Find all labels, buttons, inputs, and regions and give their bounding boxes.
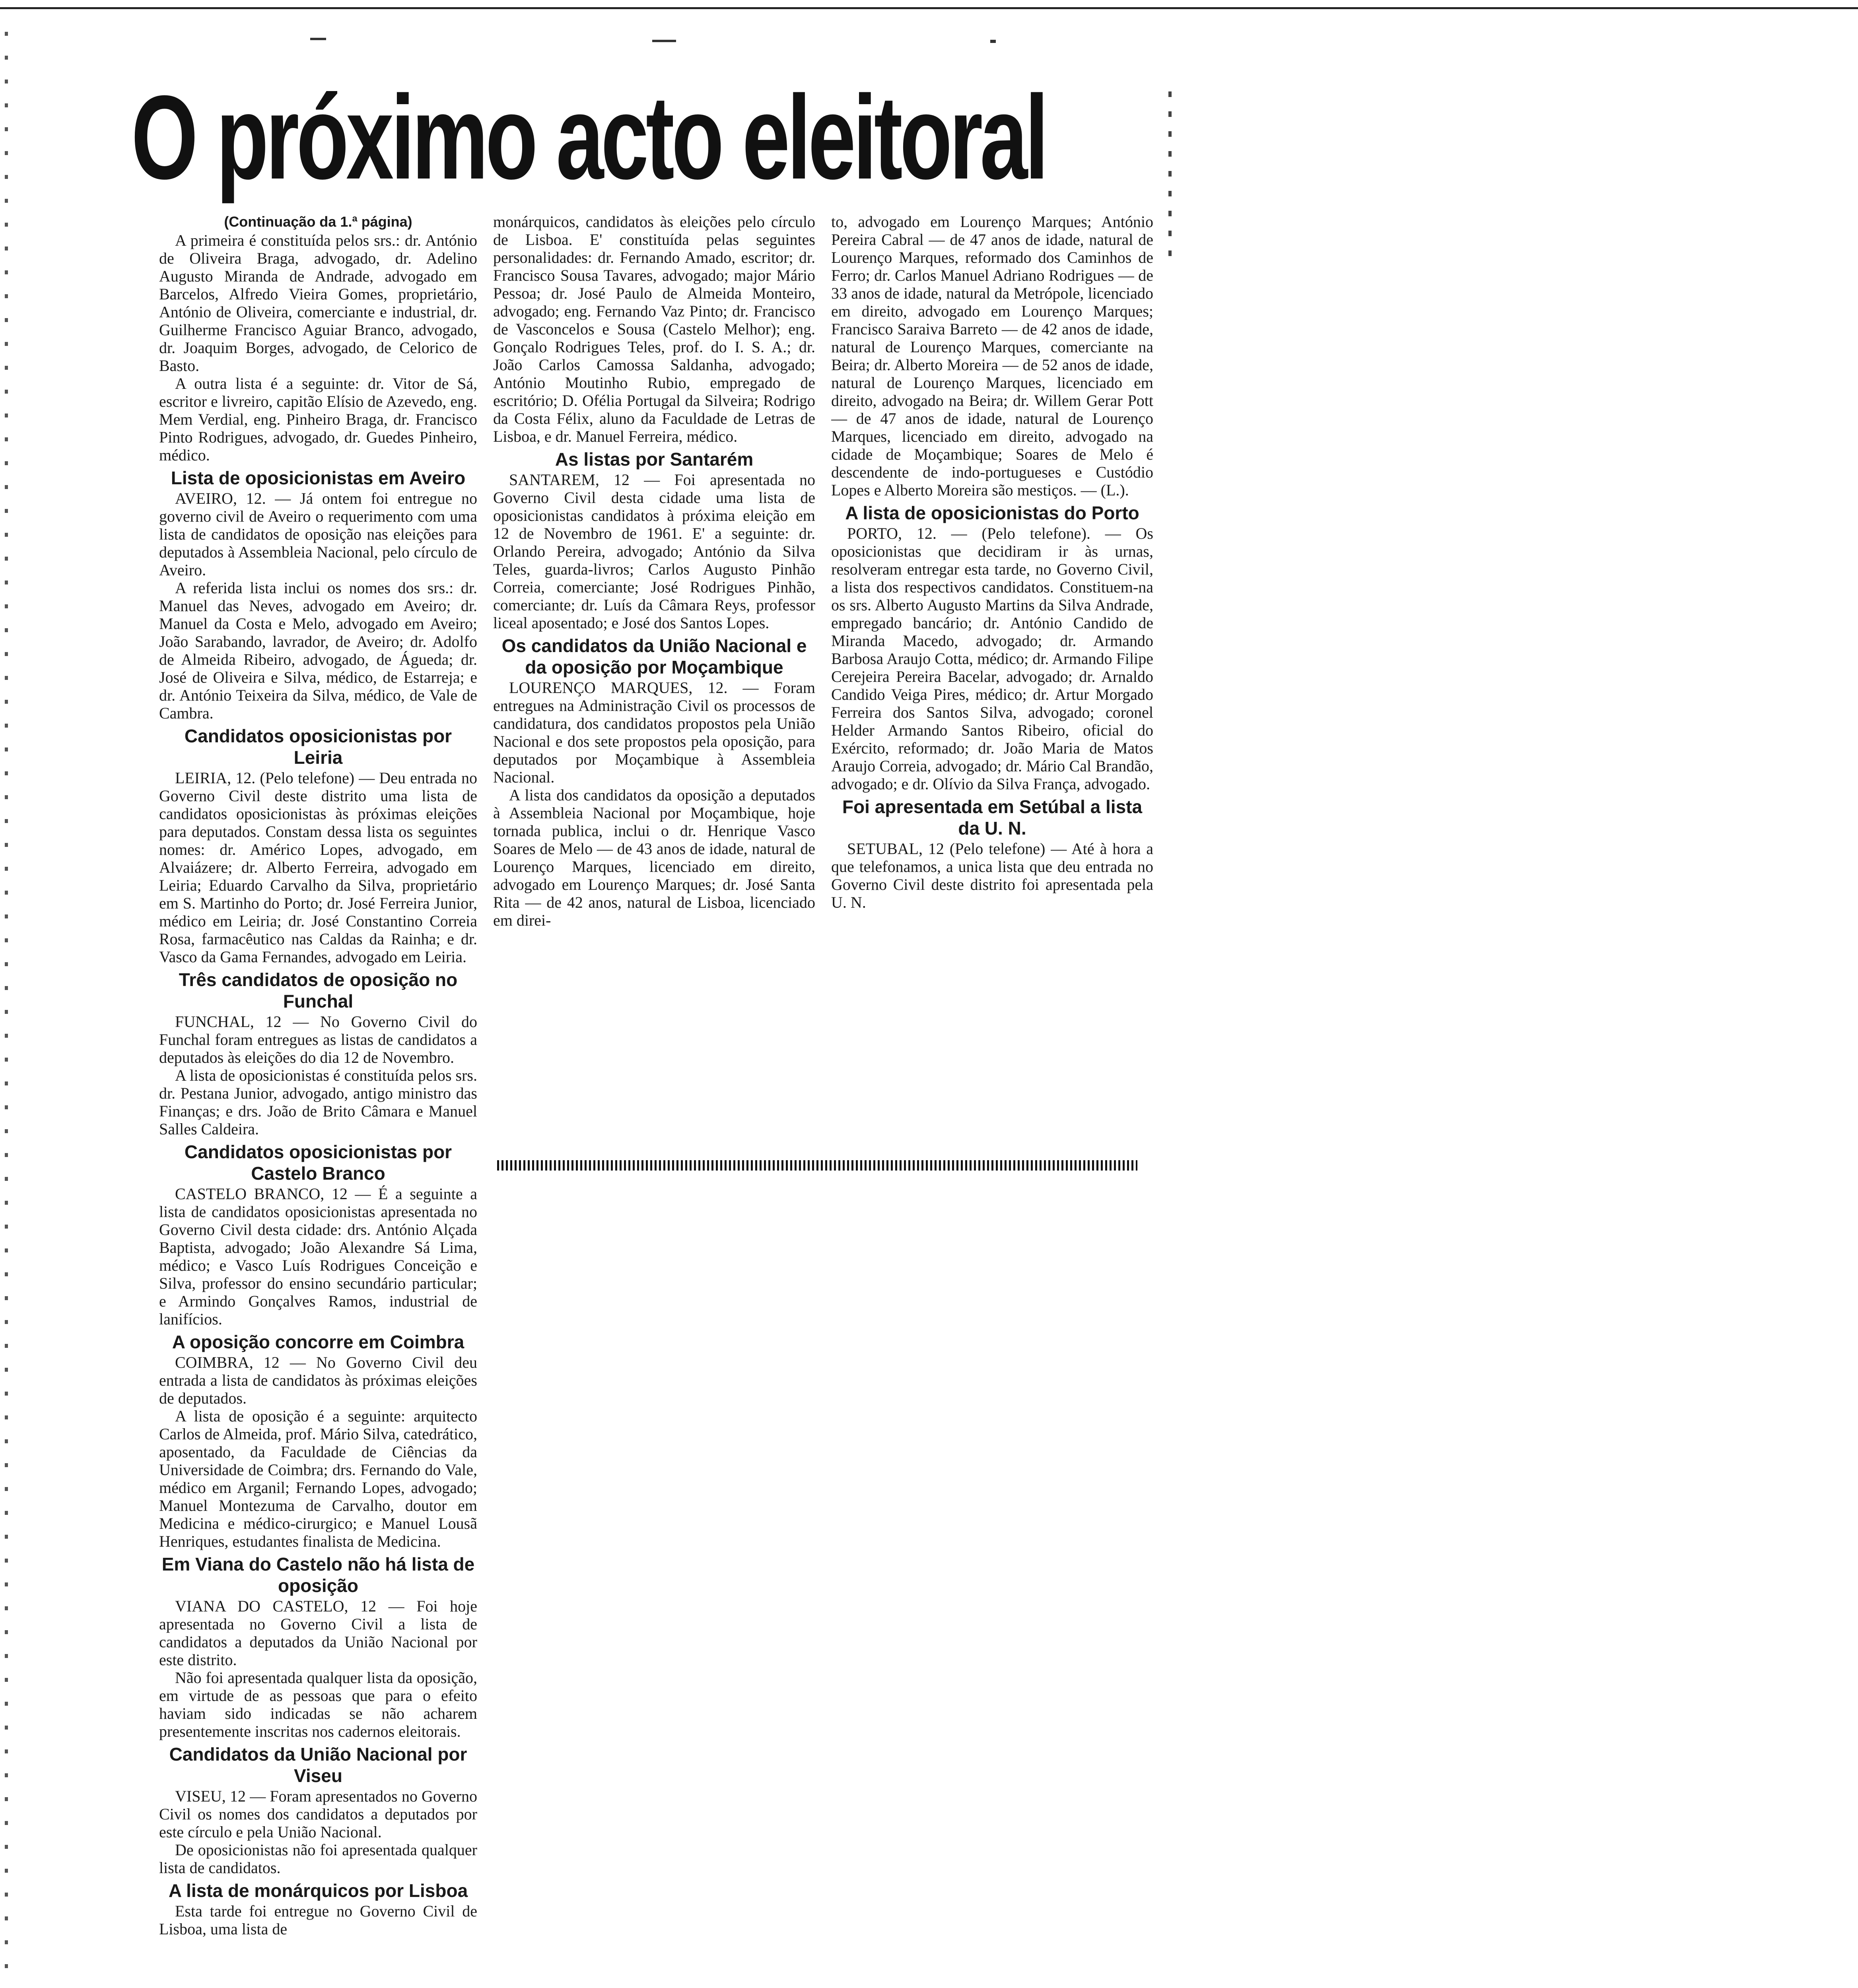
paragraph: SANTAREM, 12 — Foi apresentada no Governo Civil desta cidade uma lista de oposicionistas candidatos à próxima eleição em 12 de Novembro de 1961. E' a seguinte: dr. Orlando Pereira, advogado; António da Silva Teles, guarda-livros; Carlos Augusto Pinhão Correia, comerciante; José Rodrigues Pinhão, comerciante; dr. Luís da Câmara Reys, professor liceal aposentado; e José dos Santos Lopes. (493, 471, 815, 632)
continuation-note: (Continuação da 1.ª página) (224, 214, 412, 230)
section-heading: Candidatos da União Nacional por Viseu (169, 1744, 467, 1786)
right-margin-marks (1168, 91, 1172, 258)
section-heading: Candidatos oposicionistas por Leiria (184, 726, 452, 768)
section-heading: A lista de monárquicos por Lisboa (168, 1880, 468, 1901)
paragraph: A referida lista inclui os nomes dos srs.: dr. Manuel das Neves, advogado em Aveiro; dr. Manuel da Costa e Melo, advogado em Aveiro; João Sarabando, lavrador, de Aveiro; dr. Adolfo de Almeida Ribeiro, advogado, de Águeda; dr. José de Oliveira e Silva, médico, de Estarreja; e dr. António Teixeira da Silva, médico, de Vale de Cambra. (159, 579, 477, 722)
paragraph: LEIRIA, 12. (Pelo telefone) — Deu entrada no Governo Civil deste distrito uma lista de candidatos oposicionistas às próximas eleições para deputados. Constam dessa lista os seguintes nomes: dr. Américo Lopes, advogado, em Alvaiázere; dr. Alberto Ferreira, advogado em Leiria; Eduardo Carvalho da Silva, proprietário em S. Martinho do Porto; dr. José Ferreira Junior, médico em Leiria; dr. José Constantino Correia Rosa, farmacêutico nas Caldas da Rainha; e dr. Vasco da Gama Fernandes, advogado em Leiria. (159, 769, 477, 966)
column-1-body (159, 231, 477, 1938)
paragraph: A lista dos candidatos da oposição a deputados à Assembleia Nacional por Moçambique, hoje tornada publica, inclui o dr. Henrique Vasco Soares de Melo — de 43 anos de idade, natural de Lourenço Marques, licenciado em direito, advogado em Lourenço Marques; dr. José Santa Rita — de 42 anos, natural de Lisboa, licenciado em direi- (493, 786, 815, 929)
paragraph: SETUBAL, 12 (Pelo telefone) — Até à hora a que telefonamos, a unica lista que deu entrada no Governo Civil deste distrito foi apresentada pela U. N. (831, 840, 1153, 911)
scan-mark (652, 40, 676, 42)
paragraph: VISEU, 12 — Foram apresentados no Governo Civil os nomes dos candidatos a deputados por este círculo e pela União Nacional. (159, 1787, 477, 1841)
paragraph: COIMBRA, 12 — No Governo Civil deu entrada a lista de candidatos às próximas eleições de deputados. (159, 1353, 477, 1407)
column-2-body (493, 213, 815, 929)
scan-mark (310, 38, 326, 40)
column-3-body (831, 213, 1153, 911)
paragraph: Esta tarde foi entregue no Governo Civil de Lisboa, uma lista de (159, 1902, 477, 1938)
section-heading: A lista de oposicionistas do Porto (845, 503, 1139, 523)
paragraph: LOURENÇO MARQUES, 12. — Foram entregues na Administração Civil os processos de candidatura, dos candidatos propostos pela União Nacional e dos sete propostos pela oposição, para deputados por Moçambique à Assembleia Nacional. (493, 679, 815, 786)
section-heading: Foi apresentada em Setúbal a lista da U. N. (842, 796, 1143, 839)
section-heading: A oposição concorre em Coimbra (172, 1332, 464, 1352)
paragraph: monárquicos, candidatos às eleições pelo círculo de Lisboa. E' constituída pelas seguintes personalidades: dr. Fernando Amado, escritor; dr. Francisco Sousa Tavares, advogado; major Mário Pessoa; dr. José Paulo de Almeida Monteiro, advogado; eng. Fernando Vaz Pinto; dr. Francisco de Vasconcelos e Sousa (Castelo Melhor); eng. Gonçalo Rodrigues Teles, prof. do I. S. A.; dr. João Carlos Camossa Saldanha, advogado; António Moutinho Rubio, empregado de escritório; D. Ofélia Portugal da Silveira; Rodrigo da Costa Félix, aluno da Faculdade de Letras de Lisboa, e dr. Manuel Ferreira, médico. (493, 213, 815, 445)
paragraph: De oposicionistas não foi apresentada qualquer lista de candidatos. (159, 1841, 477, 1877)
section-heading: Em Viana do Castelo não há lista de oposição (161, 1554, 475, 1596)
paragraph: A outra lista é a seguinte: dr. Vitor de Sá, escritor e livreiro, capitão Elísio de Azevedo, eng. Mem Verdial, eng. Pinheiro Braga, dr. Francisco Pinto Rodrigues, advogado, dr. Guedes Pinheiro, médico. (159, 375, 477, 464)
top-rule (0, 7, 1858, 9)
section-heading: Lista de oposicionistas em Aveiro (171, 468, 466, 488)
section-heading: Candidatos oposicionistas por Castelo Branco (184, 1142, 452, 1184)
scan-mark (990, 40, 996, 43)
column-2 (493, 213, 815, 1167)
paragraph: A primeira é constituída pelos srs.: dr. António de Oliveira Braga, advogado, dr. Adelino Augusto Miranda de Andrade, advogado em Barcelos, Alfredo Vieira Gomes, proprietário, António de Oliveira, comerciante e industrial, dr. Guilherme Francisco Aguiar Branco, advogado, dr. Joaquim Borges, advogado, de Celorico de Basto. (159, 231, 477, 375)
headline: O próximo acto eleitoral (131, 70, 1046, 204)
paragraph: CASTELO BRANCO, 12 — É a seguinte a lista de candidatos oposicionistas apresentada no Governo Civil desta cidade: drs. António Alçada Baptista, advogado; João Alexandre Sá Lima, médico; e Vasco Luís Rodrigues Conceição e Silva, professor do ensino secundário particular; e Armindo Gonçalves Ramos, industrial de lanifícios. (159, 1185, 477, 1328)
paragraph: VIANA DO CASTELO, 12 — Foi hoje apresentada no Governo Civil a lista de candidatos a deputados da União Nacional por este distrito. (159, 1597, 477, 1669)
section-heading: As listas por Santarém (555, 449, 754, 470)
paragraph: A lista de oposicionistas é constituída pelos srs. dr. Pestana Junior, advogado, antigo ministro das Finanças; e drs. João de Brito Câmara e Manuel Salles Caldeira. (159, 1066, 477, 1138)
paragraph: A lista de oposição é a seguinte: arquitecto Carlos de Almeida, prof. Mário Silva, catedrático, aposentado, da Faculdade de Ciências da Universidade de Coimbra; drs. Fernando do Vale, médico em Arganil; Fernando Lopes, advogado; Manuel Montezuma de Carvalho, doutor em Medicina e médico-cirurgico; e Manuel Lousã Henriques, estudantes finalista de Medicina. (159, 1407, 477, 1550)
end-of-article-rule (497, 1160, 1137, 1171)
paragraph: Não foi apresentada qualquer lista da oposição, em virtude de as pessoas que para o efeito haviam sido indicadas se não acharem presentemente inscritas nos cadernos eleitorais. (159, 1669, 477, 1740)
paragraph: to, advogado em Lourenço Marques; António Pereira Cabral — de 47 anos de idade, natural de Lourenço Marques, reformado dos Caminhos de Ferro; dr. Carlos Manuel Adriano Rodrigues — de 33 anos de idade, natural da Metrópole, licenciado em direito, advogado em Lourenço Marques; Francisco Saraiva Barreto — de 42 anos de idade, natural de Lourenço Marques, comerciante na Beira; dr. Alberto Moreira — de 52 anos de idade, natural de Lourenço Marques, licenciado em direito, advogado na Beira; dr. Willem Gerar Pott — de 47 anos de idade, natural de Lourenço Marques, licenciado em direito, advogado na cidade de Moçambique; Soares de Melo é descendente de indo-portugueses e Custódio Lopes e Alberto Moreira são mestiços. — (L.). (831, 213, 1153, 499)
section-heading: Os candidatos da União Nacional e da oposição por Moçambique (501, 635, 807, 678)
paragraph: PORTO, 12. — (Pelo telefone). — Os oposicionistas que decidiram ir às urnas, resolveram entregar esta tarde, no Governo Civil, a lista dos respectivos candidatos. Constituem-na os srs. Alberto Augusto Martins da Silva Andrade, empregado bancário; dr. António Candido de Miranda Macedo, advogado; dr. Armando Barbosa Araujo Cotta, médico; dr. Armando Filipe Cerejeira Pereira Bacelar, advogado; dr. Arnaldo Candido Veiga Pires, médico; dr. Artur Morgado Ferreira dos Santos Silva, advogado; coronel Helder Armando Santos Ribeiro, oficial do Exército, reformado; dr. João Maria de Matos Araujo Correia, advogado; dr. Mário Cal Brandão, advogado; e dr. Olívio da Silva França, advogado. (831, 524, 1153, 793)
column-3 (831, 213, 1153, 1167)
column-1 (159, 213, 477, 1988)
section-heading: Três candidatos de oposição no Funchal (179, 969, 458, 1011)
paragraph: FUNCHAL, 12 — No Governo Civil do Funchal foram entregues as listas de candidatos a deputados às eleições do dia 12 de Novembro. (159, 1013, 477, 1066)
paragraph: AVEIRO, 12. — Já ontem foi entregue no governo civil de Aveiro o requerimento com uma lista de candidatos de oposição nas eleições para deputados à Assembleia Nacional, pelo círculo de Aveiro. (159, 489, 477, 579)
left-margin-marks (5, 32, 8, 1988)
